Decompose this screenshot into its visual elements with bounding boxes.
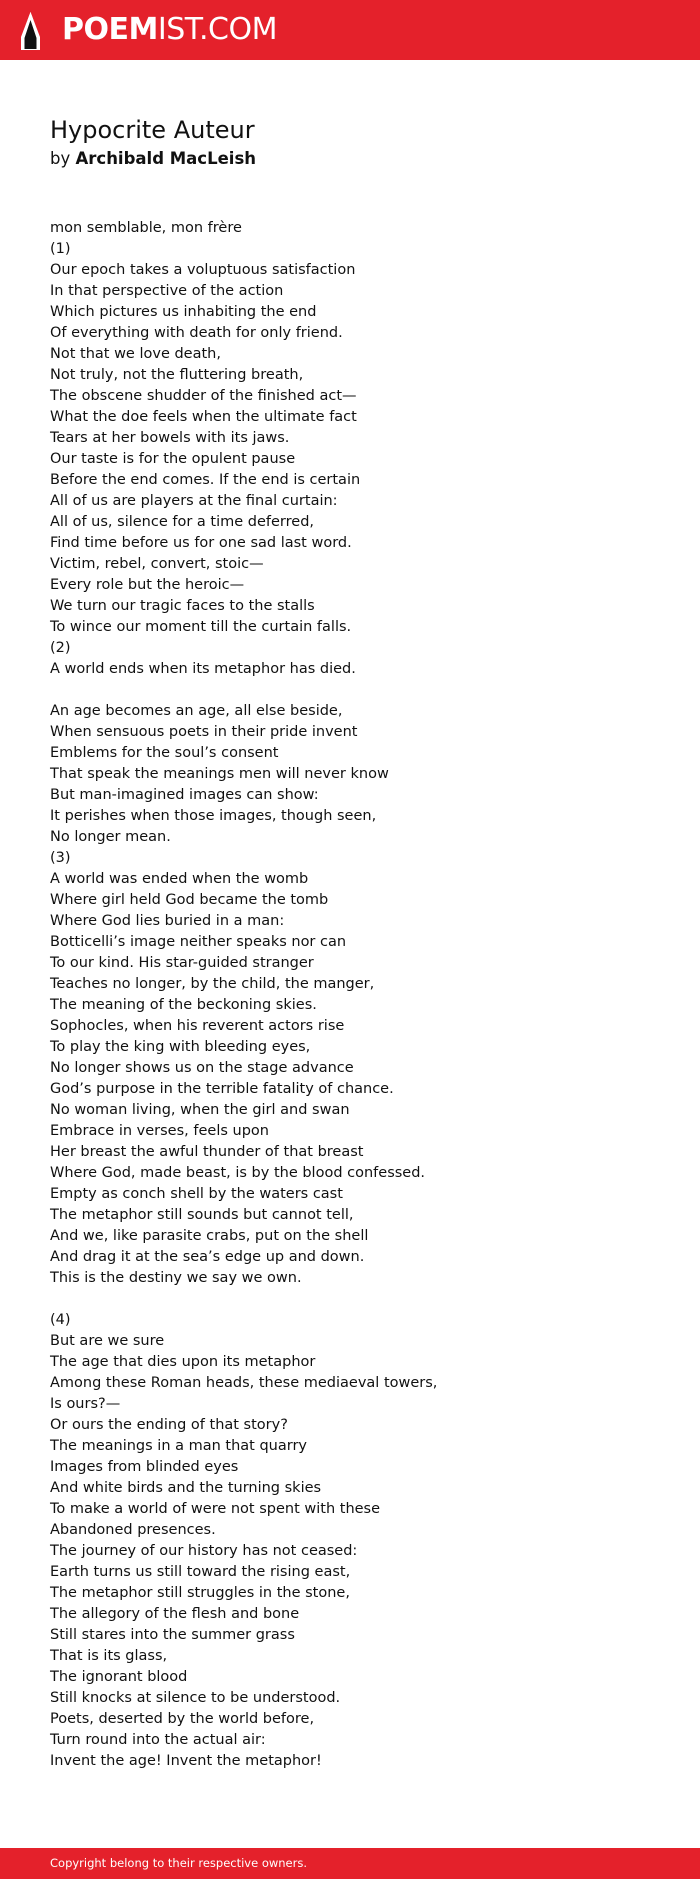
poem-line: That is its glass, [50, 1648, 168, 1664]
poem-line: Find time before us for one sad last word. [50, 535, 352, 551]
poem-line: Where girl held God became the tomb [50, 892, 329, 908]
poem-line: And white birds and the turning skies [50, 1480, 322, 1496]
poem-line: The ignorant blood [50, 1669, 188, 1685]
poem-line: Sophocles, when his reverent actors rise [50, 1018, 345, 1034]
poem-line: Still stares into the summer grass [50, 1627, 295, 1643]
poem-line: Our epoch takes a voluptuous satisfaction [50, 262, 356, 278]
poem-line: What the doe feels when the ultimate fact [50, 409, 357, 425]
byline [50, 147, 256, 171]
poem-line: Before the end comes. If the end is certain [50, 472, 361, 488]
poem-line: No longer shows us on the stage advance [50, 1060, 354, 1076]
poem-title: Hypocrite Auteur [50, 116, 255, 144]
poem-line: All of us, silence for a time deferred, [50, 514, 315, 530]
stanza-break [50, 680, 650, 701]
poem-line: Empty as conch shell by the waters cast [50, 1186, 343, 1202]
poem-line: But are we sure [50, 1333, 165, 1349]
stanza-break [50, 1289, 650, 1310]
poem-line: A world ends when its metaphor has died. [50, 661, 356, 677]
poem-line: Our taste is for the opulent pause [50, 451, 296, 467]
logo-bold-text: POEM [62, 12, 158, 47]
poem-line: In that perspective of the action [50, 283, 284, 299]
poem-line: The metaphor still sounds but cannot tell, [50, 1207, 354, 1223]
poem-line: Embrace in verses, feels upon [50, 1123, 269, 1139]
poem-line: Not that we love death, [50, 346, 221, 362]
poem-line: Turn round into the actual air: [50, 1732, 266, 1748]
poem-body [50, 218, 650, 1772]
poem-line: Where God, made beast, is by the blood confessed. [50, 1165, 426, 1181]
copyright-notice: Copyright belong to their respective owners. [50, 1856, 308, 1870]
poem-line: When sensuous poets in their pride invent [50, 724, 358, 740]
poem-line: The obscene shudder of the finished act— [50, 388, 357, 404]
poem-line: mon semblable, mon frère [50, 220, 242, 236]
logo-light-text: IST.COM [157, 12, 277, 47]
poem-line: To make a world of were not spent with these [50, 1501, 381, 1517]
poem-line: Is ours?— [50, 1396, 121, 1412]
poem-line: It perishes when those images, though seen, [50, 808, 377, 824]
author-name[interactable]: Archibald MacLeish [75, 149, 257, 168]
poem-line: Teaches no longer, by the child, the manger, [50, 976, 375, 992]
poem-line: The age that dies upon its metaphor [50, 1354, 316, 1370]
poem-line: To our kind. His star-guided stranger [50, 955, 314, 971]
poem-line: We turn our tragic faces to the stalls [50, 598, 315, 614]
poem-line: No woman living, when the girl and swan [50, 1102, 350, 1118]
poem-line: (2) [50, 640, 71, 656]
poem-line: The meaning of the beckoning skies. [50, 997, 317, 1013]
poem-line: The metaphor still struggles in the stone, [50, 1585, 350, 1601]
poem-line: A world was ended when the womb [50, 871, 309, 887]
poem-line: An age becomes an age, all else beside, [50, 703, 343, 719]
poem-line: (4) [50, 1312, 71, 1328]
poem-line: Images from blinded eyes [50, 1459, 239, 1475]
poem-line: To wince our moment till the curtain falls. [50, 619, 352, 635]
poem-line: This is the destiny we say we own. [50, 1270, 302, 1286]
poem-line: No longer mean. [50, 829, 171, 845]
poem-line: Abandoned presences. [50, 1522, 216, 1538]
poem-line: Victim, rebel, convert, stoic— [50, 556, 264, 572]
poem-line: Tears at her bowels with its jaws. [50, 430, 290, 446]
poem-line: Every role but the heroic— [50, 577, 245, 593]
poem-line: Emblems for the soul’s consent [50, 745, 279, 761]
poem-line: And we, like parasite crabs, put on the shell [50, 1228, 369, 1244]
poem-line: To play the king with bleeding eyes, [50, 1039, 311, 1055]
poem-line: Or ours the ending of that story? [50, 1417, 288, 1433]
poem-line: Where God lies buried in a man: [50, 913, 285, 929]
site-logo[interactable] [62, 10, 277, 50]
poem-line: Invent the age! Invent the metaphor! [50, 1753, 322, 1769]
poem-line: God’s purpose in the terrible fatality of chance. [50, 1081, 394, 1097]
pen-nib-icon[interactable] [19, 11, 42, 51]
poem-line: The meanings in a man that quarry [50, 1438, 307, 1454]
poem-line: But man-imagined images can show: [50, 787, 319, 803]
poem-line: The allegory of the flesh and bone [50, 1606, 300, 1622]
poem-line: The journey of our history has not ceased: [50, 1543, 358, 1559]
site-footer [0, 1848, 700, 1879]
poem-line: (3) [50, 850, 71, 866]
site-header [0, 0, 700, 60]
poem-line: Among these Roman heads, these mediaeval towers, [50, 1375, 438, 1391]
poem-line: (1) [50, 241, 71, 257]
poem-line: Earth turns us still toward the rising east, [50, 1564, 351, 1580]
poem-line: Her breast the awful thunder of that breast [50, 1144, 364, 1160]
poem-line: All of us are players at the final curtain: [50, 493, 338, 509]
poem-line: Poets, deserted by the world before, [50, 1711, 315, 1727]
poem-line: Which pictures us inhabiting the end [50, 304, 317, 320]
poem-line: Botticelli’s image neither speaks nor can [50, 934, 347, 950]
poem-line: That speak the meanings men will never know [50, 766, 389, 782]
by-label: by [50, 149, 71, 168]
poem-line: Not truly, not the fluttering breath, [50, 367, 304, 383]
poem-line: Still knocks at silence to be understood. [50, 1690, 341, 1706]
poem-line: Of everything with death for only friend. [50, 325, 343, 341]
poem-line: And drag it at the sea’s edge up and down. [50, 1249, 365, 1265]
